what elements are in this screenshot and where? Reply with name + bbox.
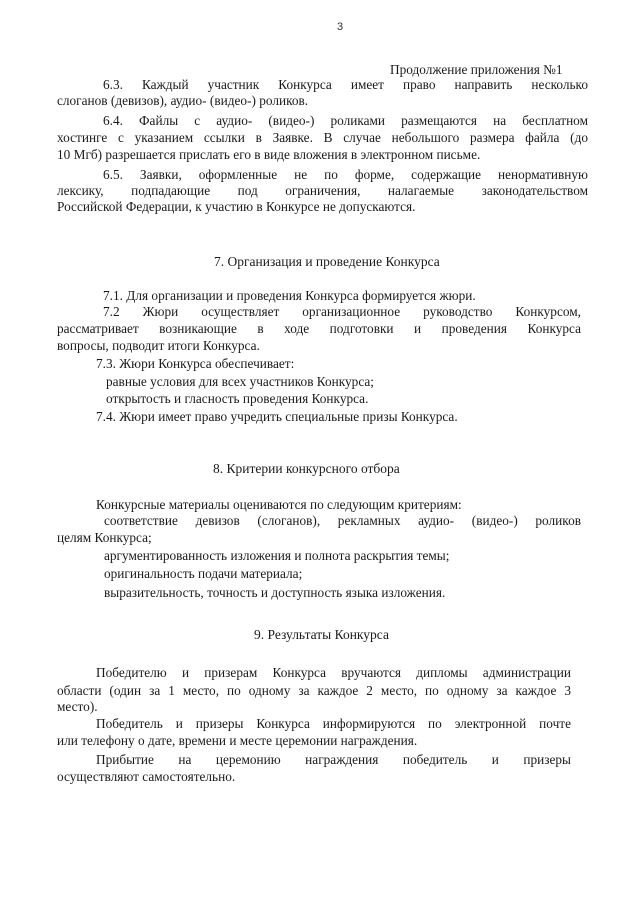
paragraph-7-3: 7.3. Жюри Конкурса обеспечивает:: [96, 356, 295, 371]
paragraph-7-2-line-2: рассматривает возникающие в ходе подготовки и проведения Конкурса: [57, 321, 581, 336]
paragraph-6-5-line-1: 6.5. Заявки, оформленные не по форме, содержащие ненормативную: [103, 167, 588, 182]
paragraph-7-4: 7.4. Жюри имеет право учредить специальные призы Конкурса.: [96, 409, 458, 424]
paragraph-6-4-line-3: 10 Мгб) разрешается прислать его в виде вложения в электронном письме.: [57, 147, 481, 162]
results-paragraph-1-line-2: области (один за 1 место, по одному за каждое 2 место, по одному за каждое 3: [57, 683, 571, 698]
criteria-intro: Конкурсные материалы оцениваются по следующим критериям:: [96, 497, 462, 512]
paragraph-6-4-line-2: хостинге с указанием ссылки в Заявке. В случае небольшого размера файла (до: [57, 130, 588, 145]
criterion-1-line-2: целям Конкурса;: [57, 530, 152, 545]
list-item: открытость и гласность проведения Конкурса.: [106, 391, 369, 406]
section-9-heading: 9. Результаты Конкурса: [254, 627, 389, 642]
appendix-note: Продолжение приложения №1: [390, 62, 563, 77]
results-paragraph-1-line-3: место).: [57, 699, 98, 714]
results-paragraph-3-line-2: осуществляют самостоятельно.: [57, 769, 236, 784]
criterion-3: оригинальность подачи материала;: [104, 566, 303, 581]
results-paragraph-3-line-1: Прибытие на церемонию награждения победитель и призеры: [96, 752, 571, 767]
section-8-heading: 8. Критерии конкурсного отбора: [213, 461, 400, 476]
paragraph-6-5-line-2: лексику, подпадающие под ограничения, налагаемые законодательством: [57, 183, 588, 198]
paragraph-6-3-line-1: 6.3. Каждый участник Конкурса имеет право направить несколько: [103, 77, 588, 92]
paragraph-7-2-line-1: 7.2 Жюри осуществляет организационное руководство Конкурсом,: [103, 304, 581, 319]
paragraph-7-1: 7.1. Для организации и проведения Конкурса формируется жюри.: [103, 288, 476, 303]
results-paragraph-2-line-2: или телефону о дате, времени и месте церемонии награждения.: [57, 733, 418, 748]
paragraph-7-2-line-3: вопросы, подводит итоги Конкурса.: [57, 338, 260, 353]
paragraph-6-5-line-3: Российской Федерации, к участию в Конкурсе не допускаются.: [57, 199, 416, 214]
criterion-2: аргументированность изложения и полнота раскрытия темы;: [104, 548, 450, 563]
results-paragraph-2-line-1: Победитель и призеры Конкурса информируются по электронной почте: [96, 716, 571, 731]
criterion-1-line-1: соответствие девизов (слоганов), рекламных аудио- (видео-) роликов: [104, 513, 581, 528]
criterion-4: выразительность, точность и доступность языка изложения.: [104, 585, 446, 600]
list-item: равные условия для всех участников Конкурса;: [106, 374, 374, 389]
paragraph-6-3-line-2: слоганов (девизов), аудио- (видео-) роликов.: [57, 93, 309, 108]
section-7-heading: 7. Организация и проведение Конкурса: [214, 254, 440, 269]
page-number: 3: [337, 21, 344, 33]
results-paragraph-1-line-1: Победителю и призерам Конкурса вручаются дипломы администрации: [96, 665, 571, 680]
paragraph-6-4-line-1: 6.4. Файлы с аудио- (видео-) роликами размещаются на бесплатном: [103, 113, 588, 128]
